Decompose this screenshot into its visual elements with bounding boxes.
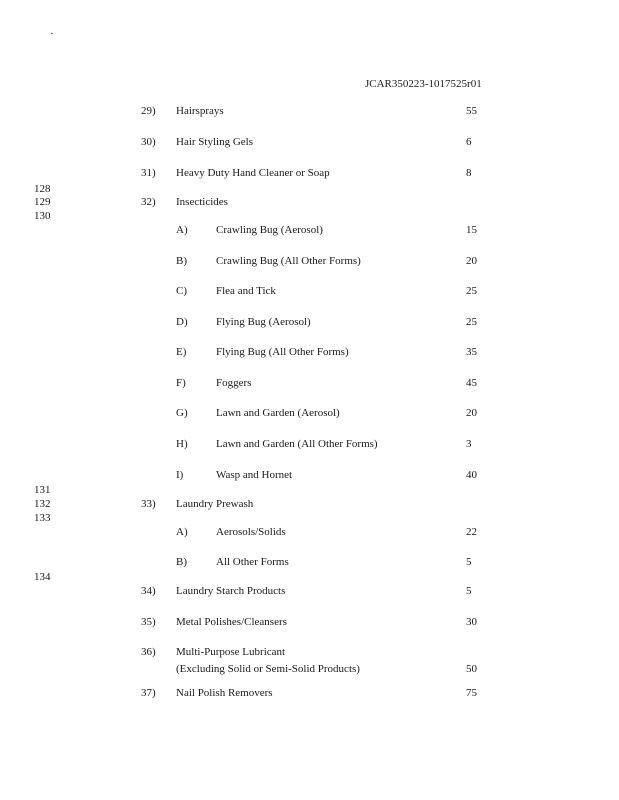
item-value: 8	[466, 167, 472, 179]
subitem-title: Lawn and Garden (Aerosol)	[216, 407, 340, 419]
subitem-title: Flying Bug (All Other Forms)	[216, 346, 349, 358]
subitem-value: 45	[466, 377, 477, 389]
subitem-title: All Other Forms	[216, 556, 289, 568]
item-title: Laundry Prewash	[176, 498, 254, 510]
subitem-value: 22	[466, 526, 477, 538]
corner-mark: ·	[50, 28, 54, 40]
item-title-line2: (Excluding Solid or Semi-Solid Products)	[176, 663, 360, 675]
item-title: Hair Styling Gels	[176, 136, 253, 148]
subitem-letter: H)	[176, 438, 188, 450]
subitem-title: Flying Bug (Aerosol)	[216, 316, 311, 328]
subitem-letter: A)	[176, 224, 188, 236]
line-number: 134	[34, 571, 51, 583]
line-number: 133	[34, 512, 51, 524]
line-number: 128	[34, 183, 51, 195]
item-title: Hairsprays	[176, 105, 224, 117]
subitem-letter: E)	[176, 346, 187, 358]
item-number: 34)	[141, 585, 156, 597]
item-title: Metal Polishes/Cleansers	[176, 616, 287, 628]
line-number: 132	[34, 498, 51, 510]
subitem-value: 20	[466, 407, 477, 419]
subitem-title: Crawling Bug (Aerosol)	[216, 224, 323, 236]
subitem-letter: A)	[176, 526, 188, 538]
item-title: Nail Polish Removers	[176, 687, 273, 699]
subitem-title: Wasp and Hornet	[216, 469, 293, 481]
subitem-value: 15	[466, 224, 477, 236]
subitem-letter: B)	[176, 556, 187, 568]
item-value: 30	[466, 616, 477, 628]
item-value: 55	[466, 105, 477, 117]
item-number: 30)	[141, 136, 156, 148]
subitem-value: 40	[466, 469, 477, 481]
item-title: Heavy Duty Hand Cleaner or Soap	[176, 167, 330, 179]
subitem-letter: G)	[176, 407, 188, 419]
subitem-value: 25	[466, 285, 477, 297]
subitem-title: Foggers	[216, 377, 252, 389]
subitem-letter: C)	[176, 285, 187, 297]
subitem-title: Lawn and Garden (All Other Forms)	[216, 438, 378, 450]
line-number: 131	[34, 484, 51, 496]
subitem-value: 25	[466, 316, 477, 328]
subitem-value: 20	[466, 255, 477, 267]
subitem-value: 3	[466, 438, 472, 450]
item-number: 35)	[141, 616, 156, 628]
subitem-title: Aerosols/Solids	[216, 526, 286, 538]
subitem-letter: D)	[176, 316, 188, 328]
subitem-letter: I)	[176, 469, 184, 481]
line-number: 130	[34, 210, 51, 222]
item-number: 32)	[141, 196, 156, 208]
item-value: 5	[466, 585, 472, 597]
subitem-letter: B)	[176, 255, 187, 267]
subitem-letter: F)	[176, 377, 186, 389]
item-number: 36)	[141, 646, 156, 658]
item-title: Laundry Starch Products	[176, 585, 286, 597]
document-id: JCAR350223-1017525r01	[365, 78, 482, 90]
item-value: 75	[466, 687, 477, 699]
item-value: 50	[466, 663, 477, 675]
item-title: Multi-Purpose Lubricant	[176, 646, 286, 658]
item-number: 29)	[141, 105, 156, 117]
line-number: 129	[34, 196, 51, 208]
item-title: Insecticides	[176, 196, 228, 208]
subitem-value: 35	[466, 346, 477, 358]
item-number: 31)	[141, 167, 156, 179]
subitem-title: Flea and Tick	[216, 285, 276, 297]
subitem-value: 5	[466, 556, 472, 568]
item-number: 33)	[141, 498, 156, 510]
item-value: 6	[466, 136, 472, 148]
subitem-title: Crawling Bug (All Other Forms)	[216, 255, 361, 267]
item-number: 37)	[141, 687, 156, 699]
